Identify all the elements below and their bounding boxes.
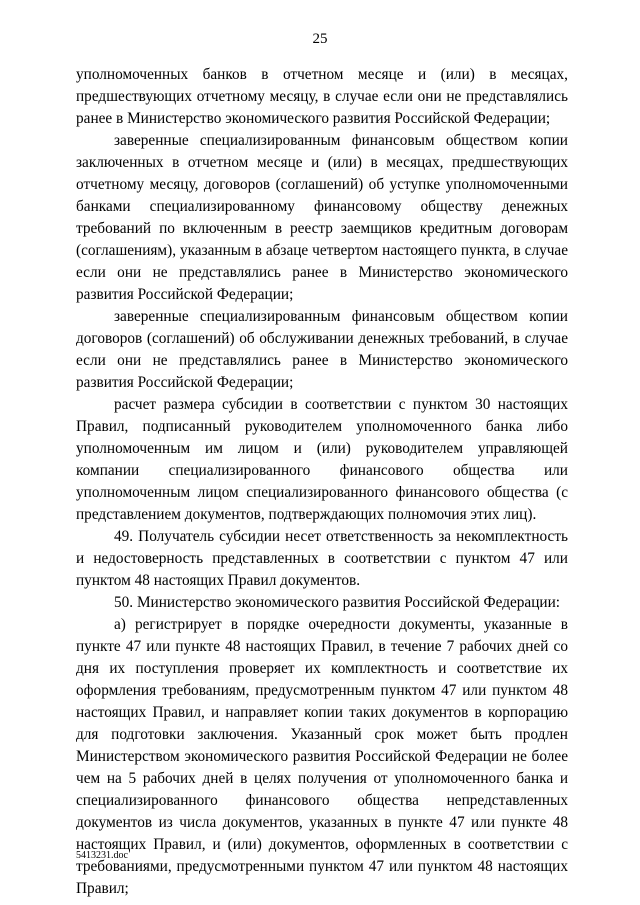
paragraph-subitem-a: а) регистрирует в порядке очередности документы, указанные в пункте 47 или пункте 48 настоящих Правил, в течение 7 рабочих дней со дня их поступления проверяет их комплектность и соответствие их оформления требованиям, предусмотренным пунктом 47 или пунктом 48 настоящих Правил, и направляет копии таких документов в корпорацию для подготовки заключения. Указанный срок может быть продлен Министерством экономического развития Российской Федерации не более чем на 5 рабочих дней в целях получения от уполномоченного банка и специализированного финансового общества непредставленных документов из числа документов, указанных в пункте 47 или пункте 48 настоящих Правил, и (или) документов, оформленных в соответствии с требованиями, предусмотренными пунктом 47 или пунктом 48 настоящих Правил; [76,616,568,897]
paragraph: заверенные специализированным финансовым обществом копии заключенных в отчетном месяце и (или) в месяцах, предшествующих отчетному месяцу, договоров (соглашений) об уступке уполномоченными банками специализированному финансовому обществу денежных требований по включенным в реестр заемщиков кредитным договорам (соглашениям), указанным в абзаце четвертом настоящего пункта, в случае если они не представлялись ранее в Министерство экономического развития Российской Федерации; [76,132,568,303]
paragraph: заверенные специализированным финансовым обществом копии договоров (соглашений) об обслуживании денежных требований, в случае если они не представлялись ранее в Министерство экономического развития Российской Федерации; [76,308,568,391]
paragraph-continuation: уполномоченных банков в отчетном месяце и (или) в месяцах, предшествующих отчетному месяцу, в случае если они не представлялись ранее в Министерство экономического развития Российской Федерации; [76,66,568,127]
paragraph-item-50: 50. Министерство экономического развития Российской Федерации: [114,594,561,611]
page-number: 25 [312,31,328,47]
document-body [76,64,568,900]
paragraph-item-49: 49. Получатель субсидии несет ответственность за некомплектность и недостоверность представленных в соответствии с пунктом 47 или пунктом 48 настоящих Правил документов. [76,528,568,589]
paragraph: расчет размера субсидии в соответствии с пунктом 30 настоящих Правил, подписанный руководителем уполномоченного банка либо уполномоченным им лицом и (или) руководителем управляющей компании специализированного финансового общества или уполномоченным лицом специализированного финансового общества (с представлением документов, подтверждающих полномочия этих лиц). [76,396,568,523]
footer-filename: 5413231.doc [76,850,128,861]
